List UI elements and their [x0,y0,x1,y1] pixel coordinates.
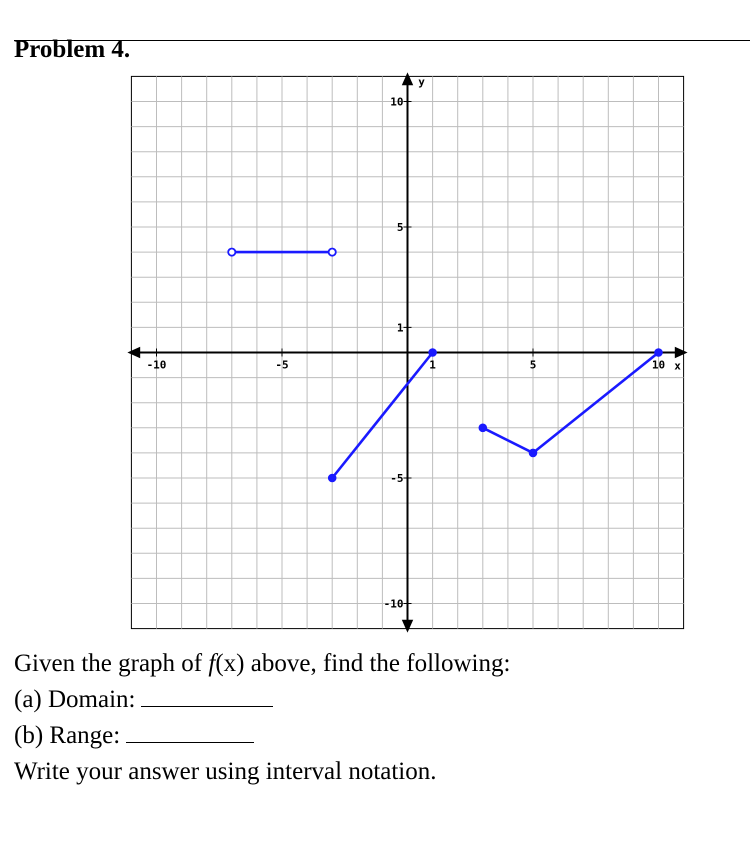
x-tick-label: 5 [529,358,537,372]
open-endpoint [329,249,336,256]
function-variable: (x) [215,650,245,677]
domain-line [14,686,273,714]
x-axis-label: x [674,359,681,373]
range-answer-blank[interactable] [126,741,254,743]
open-endpoint [228,249,235,256]
y-tick-label: 5 [396,221,404,234]
y-tick-label: -10 [383,597,404,611]
x-tick-label: -10 [146,358,167,372]
y-axis-label: y [418,75,425,89]
x-tick-label: -5 [275,358,289,372]
x-tick-label: 10 [651,358,666,372]
question-text-end: above, find the following: [244,650,511,677]
closed-endpoint [429,349,437,357]
problem-title: Problem 4. [14,36,131,63]
y-tick-label: 1 [396,321,404,335]
range-line [14,722,254,750]
y-tick-label: -5 [390,472,404,485]
x-tick-label: 1 [429,358,436,372]
closed-endpoint [479,424,487,432]
y-tick-label: 10 [390,95,404,109]
range-label: (b) Range: [14,722,121,749]
question-text-start: Given the graph of [14,650,209,677]
closed-endpoint [328,474,336,482]
instruction-text: Write your answer using interval notation. [14,758,437,785]
instruction-line [14,758,437,786]
closed-endpoint [655,349,663,357]
domain-answer-blank[interactable] [141,705,273,707]
domain-label: (a) Domain: [14,686,136,713]
function-name: f [208,650,216,677]
closed-endpoint [529,449,537,457]
question-line [14,650,510,678]
